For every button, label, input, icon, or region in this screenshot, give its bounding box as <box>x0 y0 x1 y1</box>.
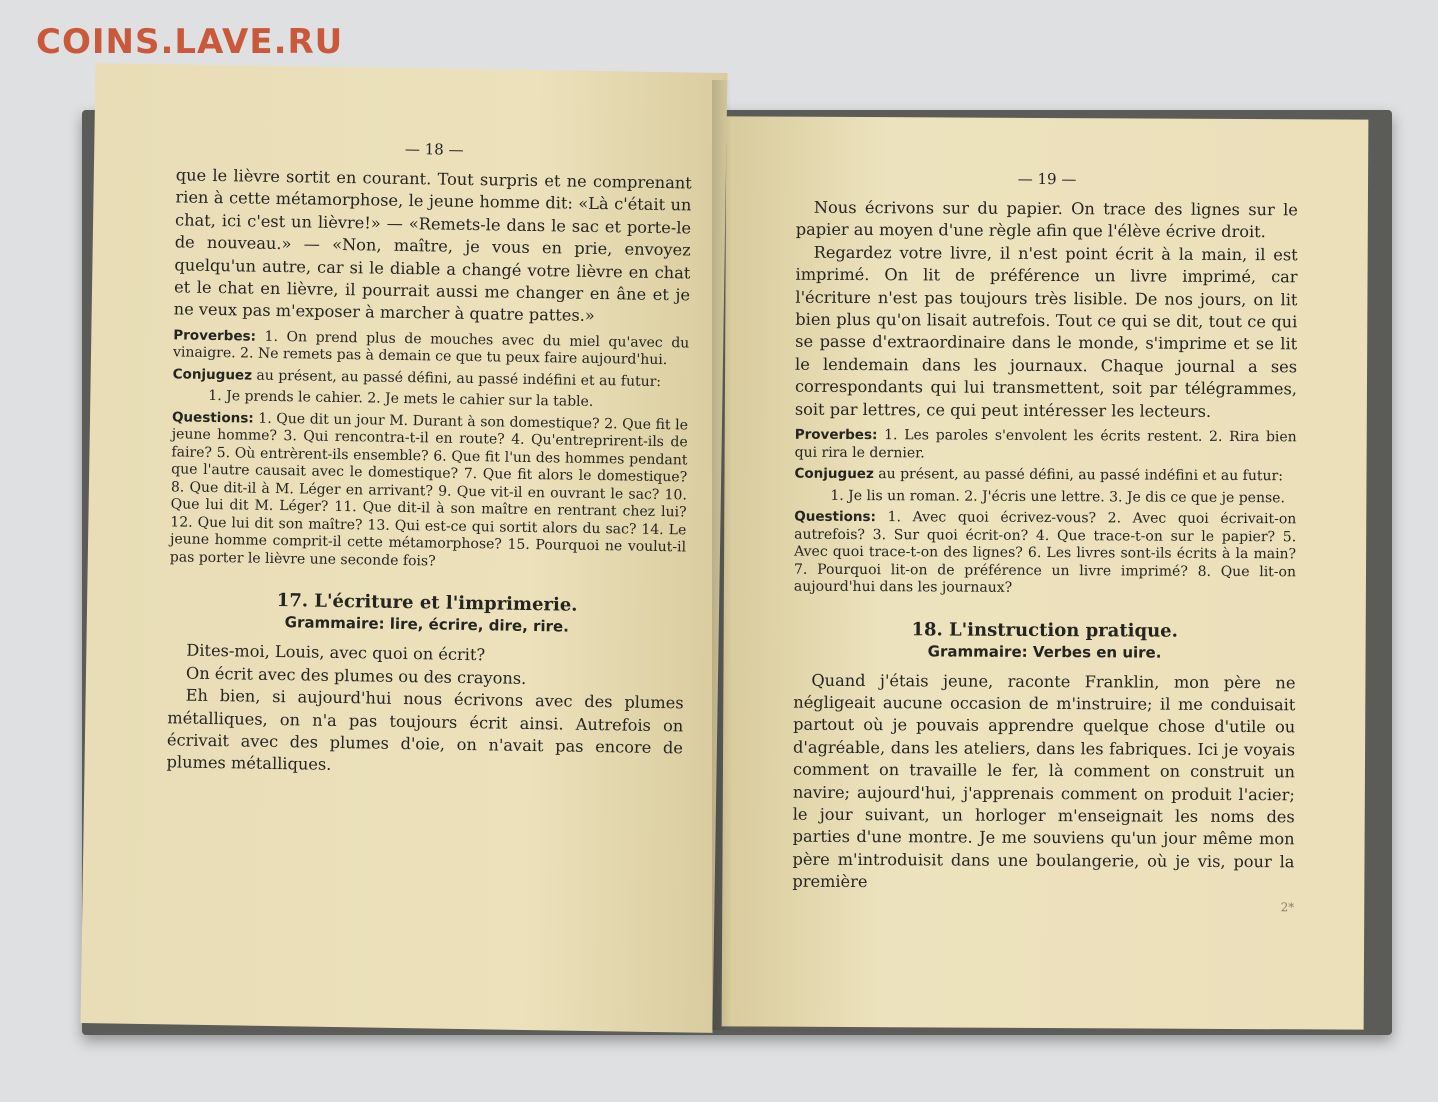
questions <box>170 409 688 575</box>
proverbes-text: 1. Les paroles s'envolent les écrits restent. 2. Rira bien qui rira le dernier. <box>794 427 1297 461</box>
proverbes-label: Proverbes: <box>794 426 878 444</box>
lesson-subtitle: Grammaire: lire, écrire, dire, rire. <box>284 613 570 636</box>
proverbes <box>795 427 1297 465</box>
lesson-title: 18. L'instruction pratique. <box>911 618 1178 642</box>
paragraph: Quand j'étais jeune, raconte Franklin, mon père ne négligeait aucune occasion de m'instruire; il me conduisait partout où je pouvais apprendre quelque chose d'utile ou d'agréable, dans les ateliers, dans les fabriques. Ici je voyais comment on travaille le fer, là comment on construit un navire; aujourd'hui, j'apprenais comment on produit l'acier; le jour suivant, un horloger m'enseignait les noms des parties d'une montre. Je me souviens qu'un jour même mon père m'introduisit dans une boulangerie, où je vis, pour la première <box>792 670 1296 892</box>
lesson-subtitle: Grammaire: Verbes en uire. <box>927 641 1162 662</box>
proverbes-text: 1. On prend plus de mouches avec du miel qu'avec du vinaigre. 2. Ne remets pas à demain ce que tu peux faire aujourd'hui. <box>172 328 690 369</box>
book-gutter <box>712 80 732 1030</box>
questions-label: Questions: <box>171 409 254 427</box>
questions-text: 1. Que dit un jour M. Durant à son domestique? 2. Que fit le jeune homme? 3. Qui rencontra-t-il en route? 4. Qu'entreprirent-ils de faire? 5. Où entrèrent-ils ensemble? 6. Que fit l'un des hommes pendant que l'autre causait avec le domestique? 7. Que fit alors le domestique? 8. Que dit-il à M. Léger en arrivant? 9. Que vit-il en ouvrant le sac? 10. Que lui dit M. Léger? 11. Que dit-il à son maître en rentrant chez lui? 12. Que lui dit son maître? 13. Qui est-ce qui sortit alors du sac? 14. Le jeune homme comprit-il cette métamorphose? 15. Pourquoi ne voulut-il pas porter le lièvre une seconde fois? <box>169 410 689 570</box>
lesson-text <box>166 640 684 783</box>
lesson-text <box>795 197 1298 424</box>
questions-text: 1. Avec quoi écrivez-vous? 2. Avec quoi écrivait-on autrefois? 3. Sur quoi écrit-on? 4. Que trace-t-on sur le papier? 5. Avec quoi trace-t-on des lignes? 6. Les livres sont-ils écrits à la main? 7. Pourquoi lit-on de préférence un livre imprimé? 8. Que lit-on aujourd'hui dans les journaux? <box>793 509 1297 596</box>
conjuguez-items: 1. Je lis un roman. 2. J'écris une lettre. 3. Je dis ce que je pense. <box>830 487 1285 506</box>
watermark: COINS.LAVE.RU <box>36 22 344 62</box>
paragraph: Regardez votre livre, il n'est point écrit à la main, il est imprimé. On lit de préférence un livre imprimé, car l'écriture n'est pas toujours très lisible. De nos jours, on lit bien plus qu'on lisait autrefois. Tout ce qui se dit, tout ce qui se passe d'extraordinaire dans le monde, s'imprime et se lit le lendemain dans les journaux. Chaque journal a ses correspondants qui lui transmettent, soit par télégrammes, soit par lettres, ce qui peut intéresser les lecteurs. <box>794 242 1298 421</box>
lesson-title: 17. L'écriture et l'imprimerie. <box>276 590 578 617</box>
questions <box>794 509 1296 599</box>
exercises <box>794 427 1297 599</box>
right-page <box>722 116 1369 1029</box>
proverbes-label: Proverbes: <box>173 327 257 345</box>
conjuguez-text: au présent, au passé défini, au passé indéfini et au futur: <box>256 367 662 390</box>
story-ending <box>174 164 692 329</box>
page-number: — 18 — <box>404 139 464 159</box>
lesson-text <box>792 669 1295 896</box>
paragraph: Dites-moi, Louis, avec quoi on écrit? <box>186 640 486 665</box>
signature-mark: 2* <box>1280 899 1295 914</box>
paragraph: On écrit avec des plumes ou des crayons. <box>185 663 527 688</box>
questions-label: Questions: <box>794 508 877 526</box>
proverbes <box>173 327 689 370</box>
conjuguez-label: Conjuguez <box>172 366 253 384</box>
exercises <box>170 327 690 575</box>
left-page <box>80 63 727 1033</box>
paragraph: que le lièvre sortit en courant. Tout surpris et ne comprenant rien à cette métamorphose, le jeune homme dit: «Là c'était un chat, ici c'est un lièvre!» — «Remets-le dans le sac et porte-le de nouveau.» — «Non, maître, je vous en prie, envoyez quelqu'un autre, car si le diable a changé votre lièvre en chat et le chat en lièvre, il pourrait aussi me changer en âne et je ne veux pas m'exposer à marcher à quatre pattes.» <box>173 165 692 326</box>
paragraph: Nous écrivons sur du papier. On trace des lignes sur le papier au moyen d'une règle afin que l'élève écrive droit. <box>795 197 1298 242</box>
page-number: — 19 — <box>1017 169 1077 189</box>
conjuguez-label: Conjuguez <box>794 465 874 483</box>
conjuguez-text: au présent, au passé défini, au passé indéfini et au futur: <box>878 466 1283 485</box>
conjuguez-items: 1. Je prends le cahier. 2. Je mets le cahier sur la table. <box>208 388 594 411</box>
paragraph: Eh bien, si aujourd'hui nous écrivons avec des plumes métalliques, on n'a pas toujours écrit ainsi. Autrefois on écrivait avec des plumes d'oie, on n'avait pas encore de plumes métalliques. <box>166 685 684 775</box>
conjuguez <box>794 466 1296 486</box>
